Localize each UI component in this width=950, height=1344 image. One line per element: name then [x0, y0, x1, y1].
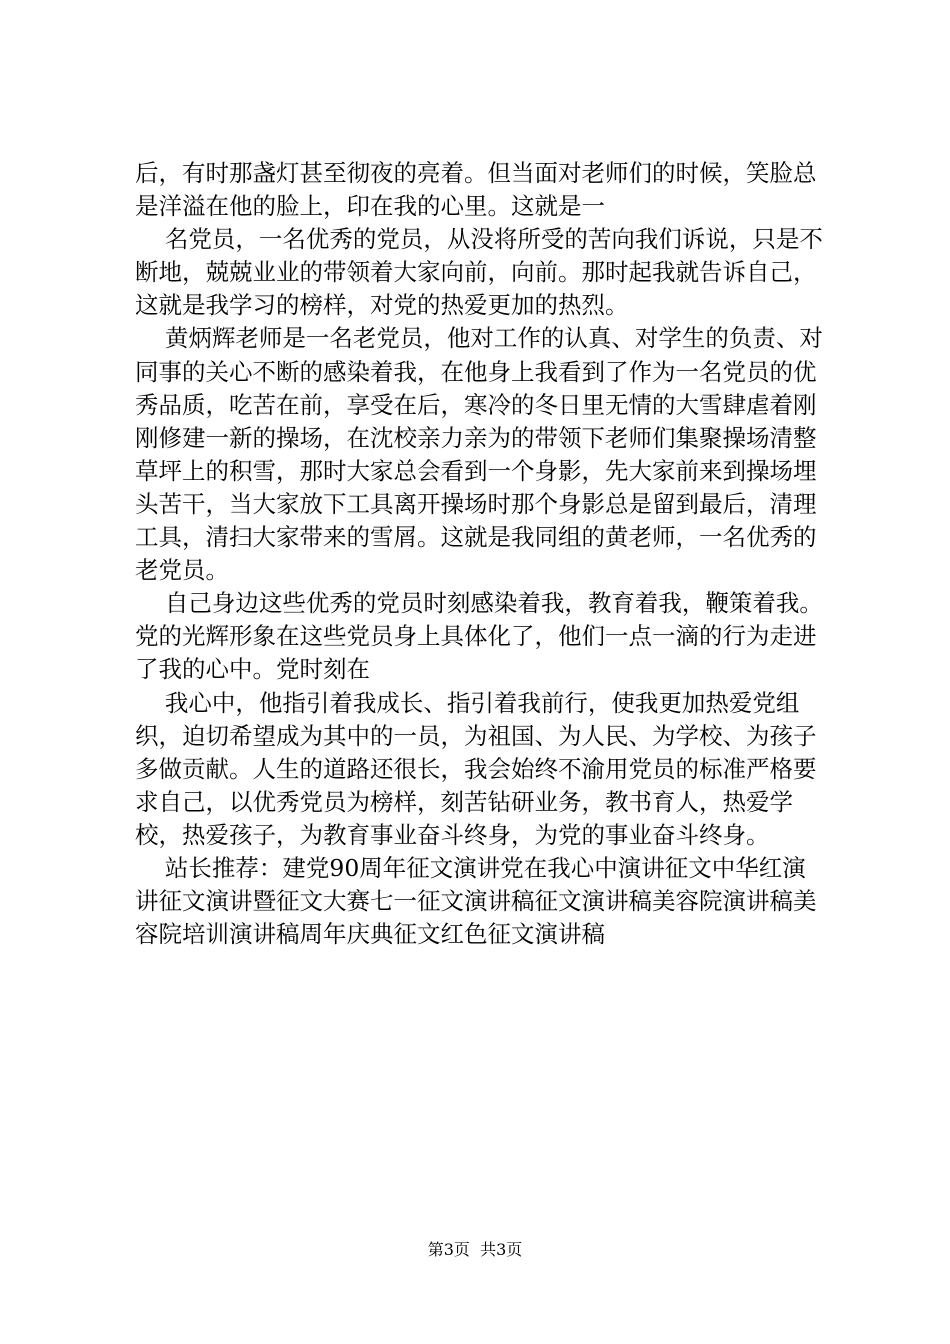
paragraph-6: 站长推荐：建党90周年征文演讲党在我心中演讲征文中华红演讲征文演讲暨征文大赛七一征文演讲稿征文演讲稿美容院演讲稿美容院培训演讲稿周年庆典征文红色征文演讲稿 — [135, 853, 817, 949]
paragraph-1: 后，有时那盏灯甚至彻夜的亮着。但当面对老师们的时候，笑脸总是洋溢在他的脸上，印在我的心里。这就是一 — [135, 159, 817, 221]
page-footer: 第3页 共3页 — [427, 1240, 523, 1259]
paragraph-3: 黄炳辉老师是一名老党员，他对工作的认真、对学生的负责、对同事的关心不断的感染着我，在他身上我看到了作为一名党员的优秀品质，吃苦在前，享受在后，寒冷的冬日里无情的大雪肆虐着刚刚修建一新的操场，在沈校亲力亲为的带领下老师们集聚操场清整草坪上的积雪，那时大家总会看到一个身影，先大家前来到操场埋头苦干，当大家放下工具离开操场时那个身影总是留到最后，清理工具，清扫大家带来的雪屑。这就是我同组的黄老师，一名优秀的老党员。 — [135, 324, 823, 585]
paragraph-4: 自己身边这些优秀的党员时刻感染着我，教育着我，鞭策着我。党的光辉形象在这些党员身上具体化了，他们一点一滴的行为走进了我的心中。党时刻在 — [135, 589, 823, 684]
paragraph-2: 名党员，一名优秀的党员，从没将所受的苦向我们诉说，只是不断地，兢兢业业的带领着大家向前，向前。那时起我就告诉自己，这就是我学习的榜样，对党的热爱更加的热烈。 — [135, 225, 823, 320]
document-body — [135, 157, 825, 951]
paragraph-5: 我心中，他指引着我成长、指引着我前行，使我更加热爱党组织，迫切希望成为其中的一员，为祖国、为人民、为学校、为孩子多做贡献。人生的道路还很长，我会始终不渝用党员的标准严格要求自己，以优秀党员为榜样，刻苦钻研业务，教书育人，热爱学校，热爱孩子，为教育事业奋斗终身，为党的事业奋斗终身。 — [135, 688, 817, 849]
